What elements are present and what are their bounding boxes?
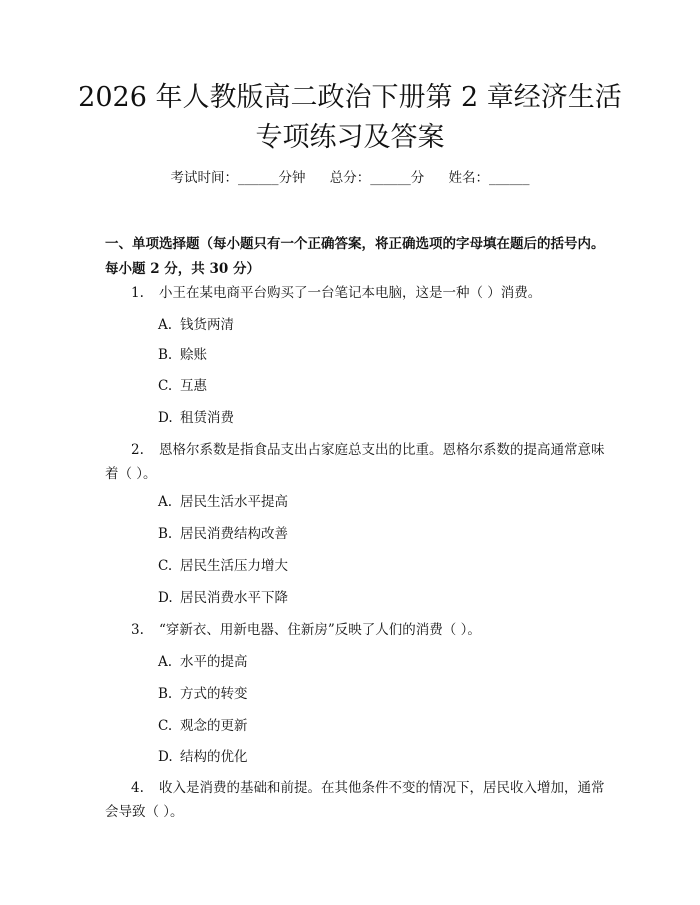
- title-line-2: 专项练习及答案: [255, 122, 445, 153]
- option-3b: [158, 684, 248, 704]
- option-letter: D.: [158, 749, 173, 765]
- question-number: 2.: [131, 442, 144, 458]
- option-letter: D.: [158, 410, 173, 426]
- option-3a: [158, 652, 248, 672]
- question-2: [105, 438, 605, 486]
- option-text: 居民生活水平提高: [180, 494, 288, 510]
- option-text: 居民生活压力增大: [180, 558, 288, 574]
- exam-time-field: 考试时间：______分钟: [170, 170, 306, 186]
- option-text: 互惠: [180, 378, 207, 394]
- option-letter: B.: [158, 347, 173, 363]
- option-text: 居民消费水平下降: [180, 590, 288, 606]
- option-2a: [158, 492, 288, 512]
- exam-meta: [0, 168, 700, 188]
- question-number: 1.: [131, 285, 144, 301]
- option-letter: D.: [158, 590, 173, 606]
- question-text: “穿新衣、用新电器、住新房”反映了人们的消费（ ）。: [159, 622, 481, 638]
- question-3: [105, 618, 605, 642]
- option-letter: C.: [158, 378, 173, 394]
- option-text: 居民消费结构改善: [180, 526, 288, 542]
- option-text: 租赁消费: [180, 410, 234, 426]
- option-letter: A.: [158, 654, 173, 670]
- option-1d: [158, 408, 234, 428]
- document-title: [40, 78, 660, 158]
- section-heading-single-choice: 一、单项选择题（每小题只有一个正确答案，将正确选项的字母填在题后的括号内。每小题 2 分，共 30 分）: [105, 236, 605, 277]
- total-score-field: 总分：______分: [329, 170, 425, 186]
- question-text: 收入是消费的基础和前提。在其他条件不变的情况下，居民收入增加，通常会导致（ ）。: [105, 780, 605, 820]
- question-1: [105, 281, 605, 305]
- question-4: [105, 776, 605, 824]
- option-letter: C.: [158, 718, 173, 734]
- question-number: 4.: [131, 780, 144, 796]
- option-text: 方式的转变: [180, 686, 248, 702]
- option-2c: [158, 556, 288, 576]
- option-2b: [158, 524, 288, 544]
- option-letter: B.: [158, 526, 173, 542]
- option-3d: [158, 747, 248, 767]
- option-3c: [158, 716, 248, 736]
- option-text: 赊账: [180, 347, 207, 363]
- option-letter: B.: [158, 686, 173, 702]
- title-line-1: 2026 年人教版高二政治下册第 2 章经济生活: [78, 82, 622, 113]
- option-letter: A.: [158, 317, 173, 333]
- option-text: 观念的更新: [180, 718, 248, 734]
- option-letter: C.: [158, 558, 173, 574]
- option-1c: [158, 376, 207, 396]
- option-text: 结构的优化: [180, 749, 248, 765]
- option-letter: A.: [158, 494, 173, 510]
- option-text: 钱货两清: [180, 317, 234, 333]
- question-text: 小王在某电商平台购买了一台笔记本电脑，这是一种（ ）消费。: [159, 285, 542, 301]
- option-1b: [158, 345, 207, 365]
- student-name-field: 姓名：______: [448, 170, 530, 186]
- question-text: 恩格尔系数是指食品支出占家庭总支出的比重。恩格尔系数的提高通常意味着（ ）。: [105, 442, 605, 482]
- option-text: 水平的提高: [180, 654, 248, 670]
- option-2d: [158, 588, 288, 608]
- option-1a: [158, 315, 234, 335]
- question-number: 3.: [131, 622, 144, 638]
